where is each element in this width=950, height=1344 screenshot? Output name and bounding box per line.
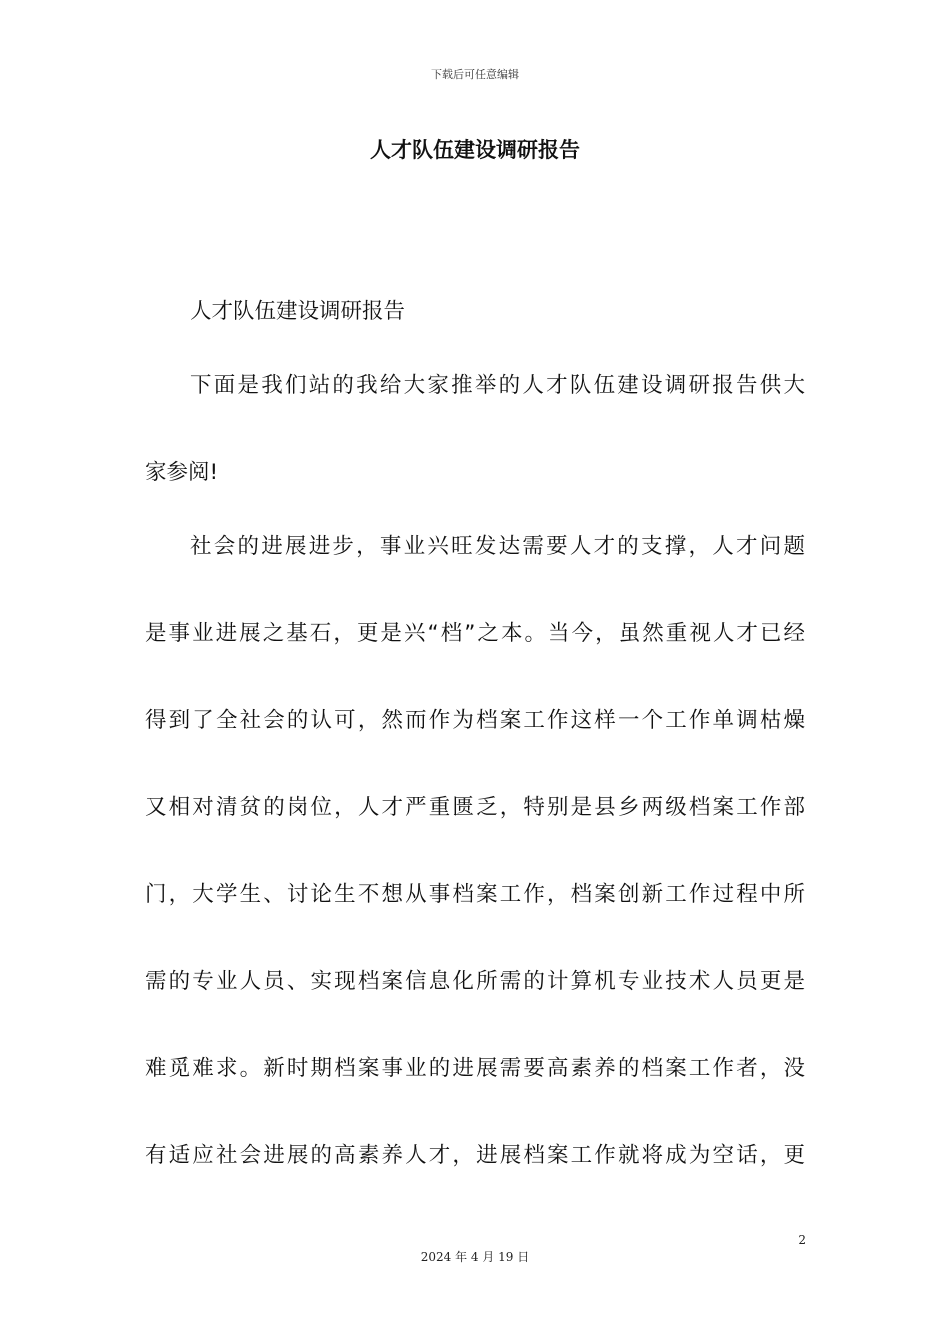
body-paragraph-main-line-4: 又相对清贫的岗位，人才严重匮乏，特别是县乡两级档案工作部 [145,795,805,820]
body-paragraph-intro-line-2: 家参阅! [145,460,219,485]
body-paragraph-main-line-3: 得到了全社会的认可，然而作为档案工作这样一个工作单调枯燥 [145,708,805,733]
body-paragraph-intro-line-1: 下面是我们站的我给大家推举的人才队伍建设调研报告供大 [190,373,805,398]
body-paragraph-heading: 人才队伍建设调研报告 [190,299,406,324]
body-paragraph-main-line-2: 是事业进展之基石，更是兴“档”之本。当今，虽然重视人才已经 [145,621,805,646]
footer-date: 2024 年 4 月 19 日 [420,1250,530,1264]
body-paragraph-main-line-8: 有适应社会进展的高素养人才，进展档案工作就将成为空话，更 [145,1143,805,1168]
document-title: 人才队伍建设调研报告 [370,138,580,162]
body-paragraph-main-line-5: 门，大学生、讨论生不想从事档案工作，档案创新工作过程中所 [145,882,805,907]
header-note: 下载后可任意编辑 [431,68,519,81]
body-paragraph-main-line-6: 需的专业人员、实现档案信息化所需的计算机专业技术人员更是 [145,969,805,994]
page-number: 2 [798,1233,806,1247]
body-paragraph-main-line-7: 难觅难求。新时期档案事业的进展需要高素养的档案工作者，没 [145,1056,805,1081]
body-paragraph-main-line-1: 社会的进展进步，事业兴旺发达需要人才的支撑，人才问题 [190,534,805,559]
